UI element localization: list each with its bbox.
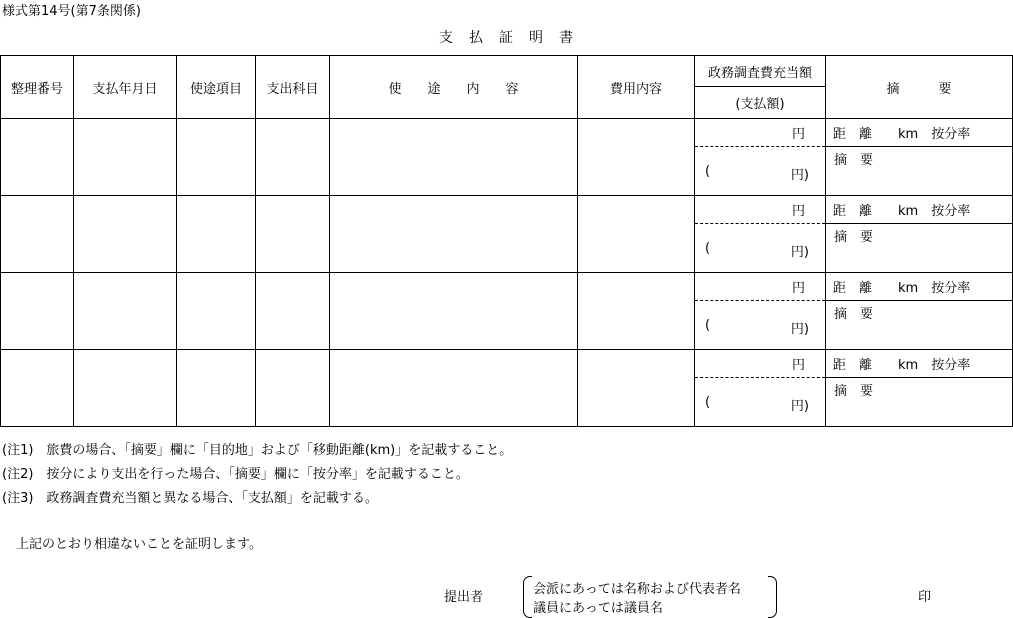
cell-serial — [1, 273, 74, 350]
document-title: 支 払 証 明 書 — [439, 30, 574, 46]
submitter-line-1: 会派にあっては名称および代表者名 — [533, 582, 741, 597]
note-3: (注3) 政務調査費充当額と異なる場合、「支払額」を記載する。 — [2, 491, 378, 506]
submitter-line-2: 議員にあっては議員名 — [533, 601, 663, 616]
cell-allocated-amount: 円 — [695, 119, 826, 147]
paren-open: ( — [705, 317, 711, 333]
header-paid: (支払額) — [695, 87, 826, 119]
certification-statement: 上記のとおり相違ないことを証明します。 — [16, 537, 262, 552]
cell-use-item — [177, 350, 256, 427]
left-bracket — [523, 576, 532, 618]
header-row-1 — [1, 56, 1013, 87]
cell-summary: 摘 要 — [826, 224, 1013, 273]
paren-yen: 円) — [790, 398, 809, 414]
header-cost-content: 費用内容 — [578, 56, 695, 119]
cell-serial — [1, 196, 74, 273]
note-2: (注2) 按分により支出を行った場合、「摘要」欄に「按分率」を記載すること。 — [2, 467, 469, 482]
table-row — [1, 196, 1013, 224]
cell-allocated-amount: 円 — [695, 350, 826, 378]
cell-use-content — [330, 273, 578, 350]
cell-distance: 距 離 km 按分率 — [826, 196, 1013, 224]
cell-account — [256, 119, 330, 196]
header-allocated: 政務調査費充当額 — [695, 56, 826, 87]
cell-serial — [1, 119, 74, 196]
header-summary: 摘 要 — [826, 56, 1013, 119]
paren-yen: 円) — [790, 321, 809, 337]
header-serial: 整理番号 — [1, 56, 74, 119]
cell-date — [74, 196, 177, 273]
cell-date — [74, 119, 177, 196]
cell-cost-content — [578, 273, 695, 350]
paren-open: ( — [705, 394, 711, 410]
header-use-item: 使途項目 — [177, 56, 256, 119]
cell-paid-amount — [695, 301, 826, 350]
cell-use-item — [177, 119, 256, 196]
cell-cost-content — [578, 119, 695, 196]
form-number: 様式第14号(第7条関係) — [2, 4, 141, 19]
paren-open: ( — [705, 240, 711, 256]
cell-serial — [1, 350, 74, 427]
cell-use-content — [330, 119, 578, 196]
payment-table — [0, 55, 1013, 427]
table-row — [1, 273, 1013, 301]
cell-allocated-amount: 円 — [695, 273, 826, 301]
cell-distance: 距 離 km 按分率 — [826, 273, 1013, 301]
submitter-label: 提出者 — [444, 590, 484, 605]
cell-summary: 摘 要 — [826, 378, 1013, 427]
cell-use-content — [330, 350, 578, 427]
paren-yen: 円) — [790, 244, 809, 260]
paren-open: ( — [705, 163, 711, 179]
paren-yen: 円) — [790, 167, 809, 183]
cell-allocated-amount: 円 — [695, 196, 826, 224]
cell-paid-amount — [695, 147, 826, 196]
cell-cost-content — [578, 196, 695, 273]
cell-use-content — [330, 196, 578, 273]
cell-date — [74, 273, 177, 350]
cell-account — [256, 350, 330, 427]
note-1: (注1) 旅費の場合、「摘要」欄に「目的地」および「移動距離(km)」を記載すること。 — [2, 443, 513, 458]
header-date: 支払年月日 — [74, 56, 177, 119]
cell-cost-content — [578, 350, 695, 427]
cell-paid-amount — [695, 378, 826, 427]
cell-distance: 距 離 km 按分率 — [826, 350, 1013, 378]
cell-distance: 距 離 km 按分率 — [826, 119, 1013, 147]
cell-account — [256, 273, 330, 350]
right-bracket — [768, 576, 777, 618]
header-use-content: 使 途 内 容 — [330, 56, 578, 119]
cell-account — [256, 196, 330, 273]
cell-use-item — [177, 196, 256, 273]
cell-summary: 摘 要 — [826, 147, 1013, 196]
cell-summary: 摘 要 — [826, 301, 1013, 350]
table-row — [1, 350, 1013, 378]
table-row — [1, 119, 1013, 147]
header-account: 支出科目 — [256, 56, 330, 119]
cell-date — [74, 350, 177, 427]
cell-paid-amount — [695, 224, 826, 273]
seal-mark: 印 — [918, 590, 932, 605]
cell-use-item — [177, 273, 256, 350]
